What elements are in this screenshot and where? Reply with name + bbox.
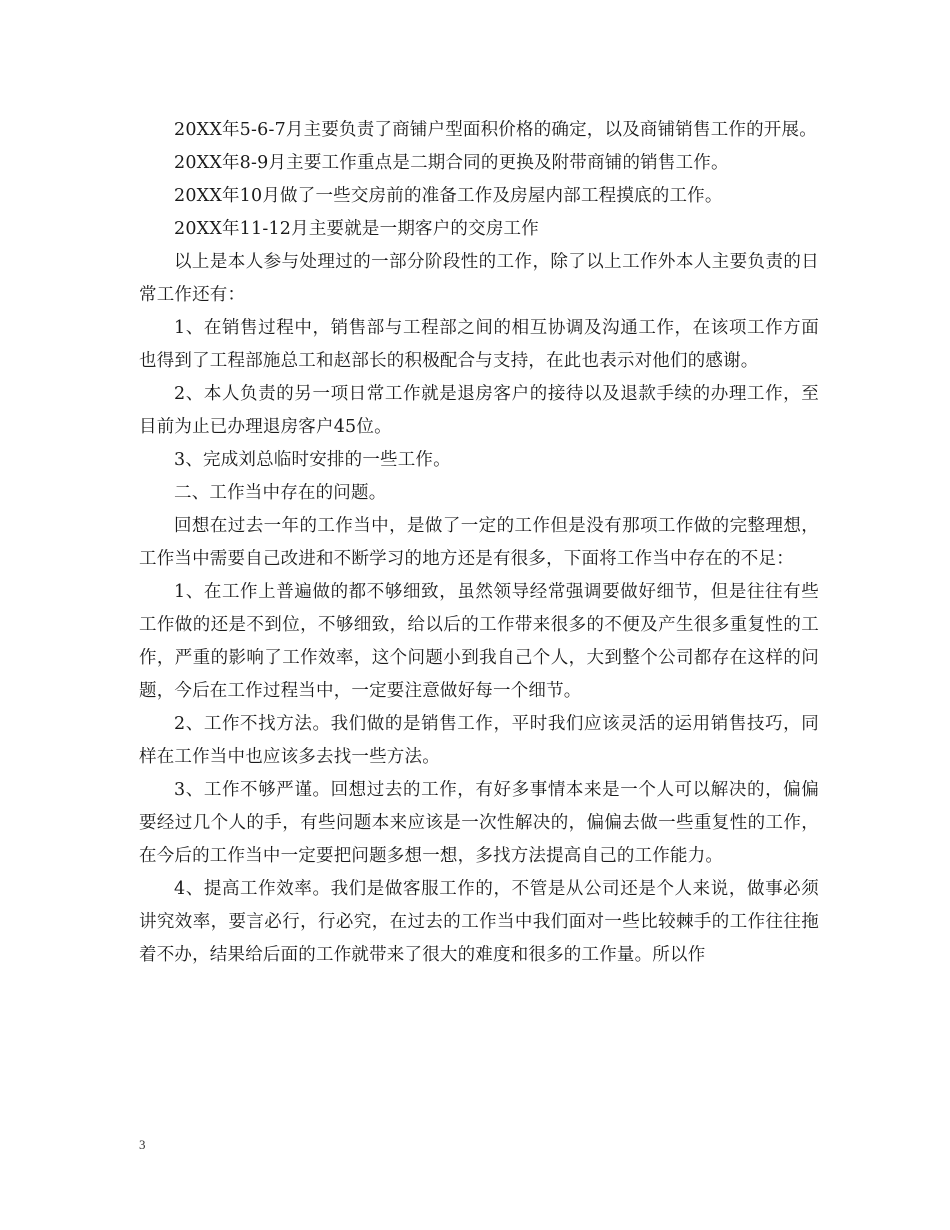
section-heading: 二、工作当中存在的问题。 (174, 483, 387, 503)
paragraph: 2、工作不找方法。我们做的是销售工作，平时我们应该灵活的运用销售技巧，同样在工作当中也应该多去找一些方法。 (139, 714, 819, 767)
paragraph: 以上是本人参与处理过的一部分阶段性的工作，除了以上工作外本人主要负责的日常工作还有： (139, 252, 819, 305)
paragraph: 3、工作不够严谨。回想过去的工作，有好多事情本来是一个人可以解决的，偏偏要经过几个人的手，有些问题本来应该是一次性解决的，偏偏去做一些重复性的工作，在今后的工作当中一定要把问题多想一想，多找方法提高自己的工作能力。 (139, 780, 819, 866)
paragraph: 20XX年11-12月主要就是一期客户的交房工作 (174, 219, 539, 239)
paragraph: 1、在工作上普遍做的都不够细致，虽然领导经常强调要做好细节，但是往往有些工作做的还是不到位，不够细致，给以后的工作带来很多的不便及产生很多重复性的工作，严重的影响了工作效率，这个问题小到我自己个人，大到整个公司都存在这样的问题，今后在工作过程当中，一定要注意做好每一个细节。 (139, 582, 819, 701)
paragraph: 1、在销售过程中，销售部与工程部之间的相互协调及沟通工作，在该项工作方面也得到了工程部施总工和赵部长的积极配合与支持，在此也表示对他们的感谢。 (139, 318, 819, 371)
document-body (139, 114, 819, 972)
paragraph: 20XX年10月做了一些交房前的准备工作及房屋内部工程摸底的工作。 (174, 186, 723, 206)
paragraph: 2、本人负责的另一项日常工作就是退房客户的接待以及退款手续的办理工作，至目前为止已办理退房客户45位。 (139, 384, 819, 437)
paragraph: 3、完成刘总临时安排的一些工作。 (174, 450, 451, 470)
paragraph: 4、提高工作效率。我们是做客服工作的，不管是从公司还是个人来说，做事必须讲究效率，要言必行，行必究，在过去的工作当中我们面对一些比较棘手的工作往往拖着不办，结果给后面的工作就带来了很大的难度和很多的工作量。所以作 (139, 879, 819, 965)
paragraph: 20XX年5-6-7月主要负责了商铺户型面积价格的确定，以及商铺销售工作的开展。 (174, 120, 817, 140)
paragraph: 回想在过去一年的工作当中，是做了一定的工作但是没有那项工作做的完整理想，工作当中需要自己改进和不断学习的地方还是有很多，下面将工作当中存在的不足： (139, 516, 819, 569)
page-number: 3 (139, 1137, 146, 1152)
paragraph: 20XX年8-9月主要工作重点是二期合同的更换及附带商铺的销售工作。 (174, 153, 729, 173)
